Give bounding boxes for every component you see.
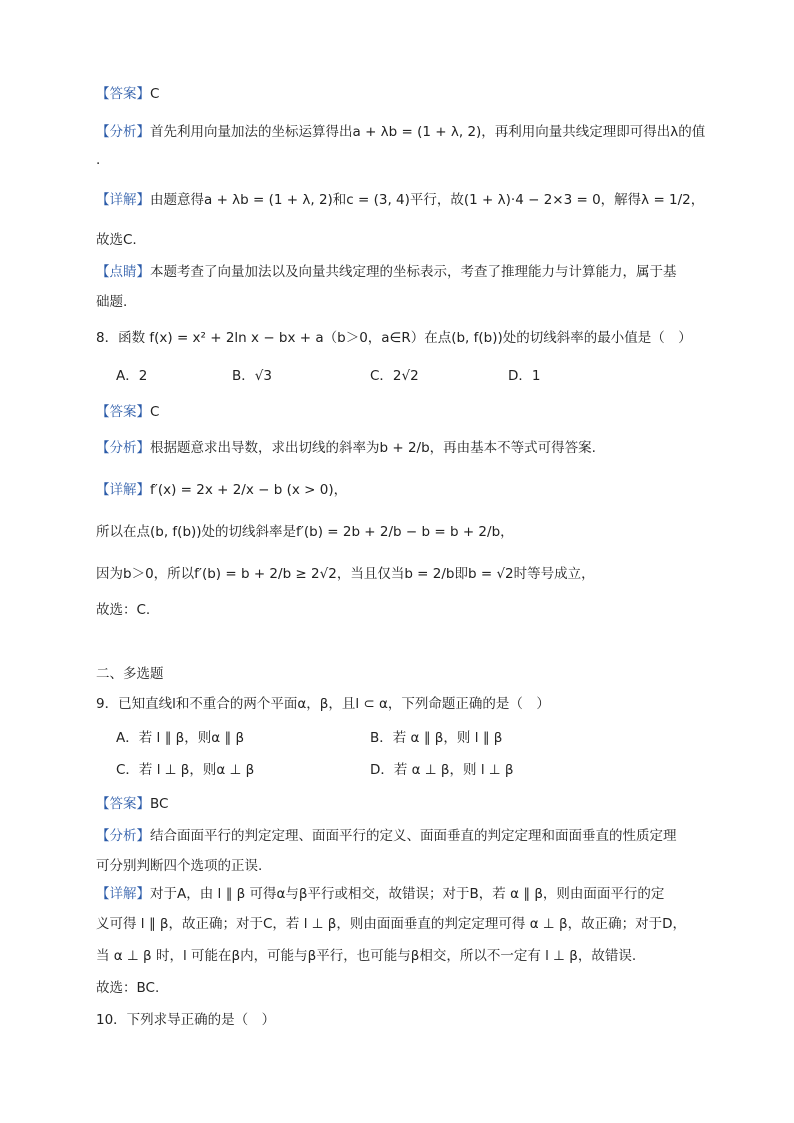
q10-stem: 10．下列求导正确的是（ ） (96, 1012, 276, 1028)
q8-detail-line2: 所以在点(b, f(b))处的切线斜率是f′(b) = 2b + 2/b − b = b + 2/b， (96, 524, 514, 540)
q8-option-b: B．√3 (232, 368, 272, 384)
q7-analysis-line2: . (96, 152, 101, 168)
q8-detail-line4: 故选：C. (96, 602, 151, 618)
detail-text: f′(x) = 2x + 2/x − b (x > 0)， (150, 482, 348, 498)
section-heading: 二、多选题 (96, 666, 164, 682)
q9-analysis-line1 (96, 826, 677, 846)
q8-stem: 8．函数 f(x) = x² + 2ln x − bx + a（b＞0，a∈R）在点(b, f(b))处的切线斜率的最小值是（ ） (96, 330, 692, 346)
q9-option-d: D．若 α ⊥ β，则 l ⊥ β (370, 762, 514, 778)
answer-value: C (150, 86, 160, 102)
answer-value: BC (150, 796, 169, 812)
q7-analysis-line1 (96, 122, 705, 142)
detail-tag: 【详解】 (96, 192, 150, 208)
q8-option-c: C．2√2 (370, 368, 419, 384)
q9-detail-line4: 故选：BC. (96, 980, 160, 996)
q8-option-a: A．2 (116, 368, 148, 384)
analysis-tag: 【分析】 (96, 124, 150, 140)
q9-answer (96, 794, 168, 814)
analysis-text: 结合面面平行的判定定理、面面平行的定义、面面垂直的判定定理和面面垂直的性质定理 (150, 828, 677, 844)
detail-text: 由题意得a + λb = (1 + λ, 2)和c = (3, 4)平行，故(1 + λ)·4 − 2×3 = 0，解得λ = 1/2， (150, 192, 705, 208)
q7-comment-line2: 础题. (96, 294, 128, 310)
comment-tag: 【点睛】 (96, 264, 150, 280)
detail-text: 对于A，由 l ∥ β 可得α与β平行或相交，故错误；对于B，若 α ∥ β，则由面面平行的定 (150, 886, 665, 902)
q9-stem: 9．已知直线l和不重合的两个平面α，β，且l ⊂ α，下列命题正确的是（ ） (96, 696, 550, 712)
answer-tag: 【答案】 (96, 404, 150, 420)
q7-detail-line1 (96, 190, 704, 210)
q8-detail-line1 (96, 480, 347, 500)
q9-detail-line2: 义可得 l ∥ β，故正确；对于C，若 l ⊥ β，则由面面垂直的判定定理可得 α ⊥ β，故正确；对于D， (96, 916, 686, 932)
q9-option-b: B．若 α ∥ β，则 l ∥ β (370, 730, 503, 746)
analysis-text: 根据题意求出导数，求出切线的斜率为b + 2/b，再由基本不等式可得答案. (150, 440, 596, 456)
analysis-tag: 【分析】 (96, 828, 150, 844)
answer-value: C (150, 404, 160, 420)
comment-text: 本题考查了向量加法以及向量共线定理的坐标表示，考查了推理能力与计算能力，属于基 (150, 264, 677, 280)
q8-analysis (96, 438, 596, 458)
q7-answer (96, 84, 159, 104)
detail-tag: 【详解】 (96, 482, 150, 498)
q7-comment-line1 (96, 262, 677, 282)
detail-tag: 【详解】 (96, 886, 150, 902)
q8-option-d: D．1 (508, 368, 541, 384)
answer-tag: 【答案】 (96, 86, 150, 102)
answer-tag: 【答案】 (96, 796, 150, 812)
q9-option-a: A．若 l ∥ β，则α ∥ β (116, 730, 245, 746)
q8-detail-line3: 因为b＞0，所以f′(b) = b + 2/b ≥ 2√2，当且仅当b = 2/b即b = √2时等号成立， (96, 566, 595, 582)
q9-analysis-line2: 可分别判断四个选项的正误. (96, 858, 263, 874)
q9-option-c: C．若 l ⊥ β，则α ⊥ β (116, 762, 255, 778)
q7-detail-line2: 故选C. (96, 232, 137, 248)
q9-detail-line3: 当 α ⊥ β 时，l 可能在β内，可能与β平行，也可能与β相交，所以不一定有 l ⊥ β，故错误. (96, 948, 637, 964)
q9-detail-line1 (96, 884, 664, 904)
analysis-text: 首先利用向量加法的坐标运算得出a + λb = (1 + λ, 2)，再利用向量共线定理即可得出λ的值 (150, 124, 706, 140)
q8-answer (96, 402, 159, 422)
analysis-tag: 【分析】 (96, 440, 150, 456)
